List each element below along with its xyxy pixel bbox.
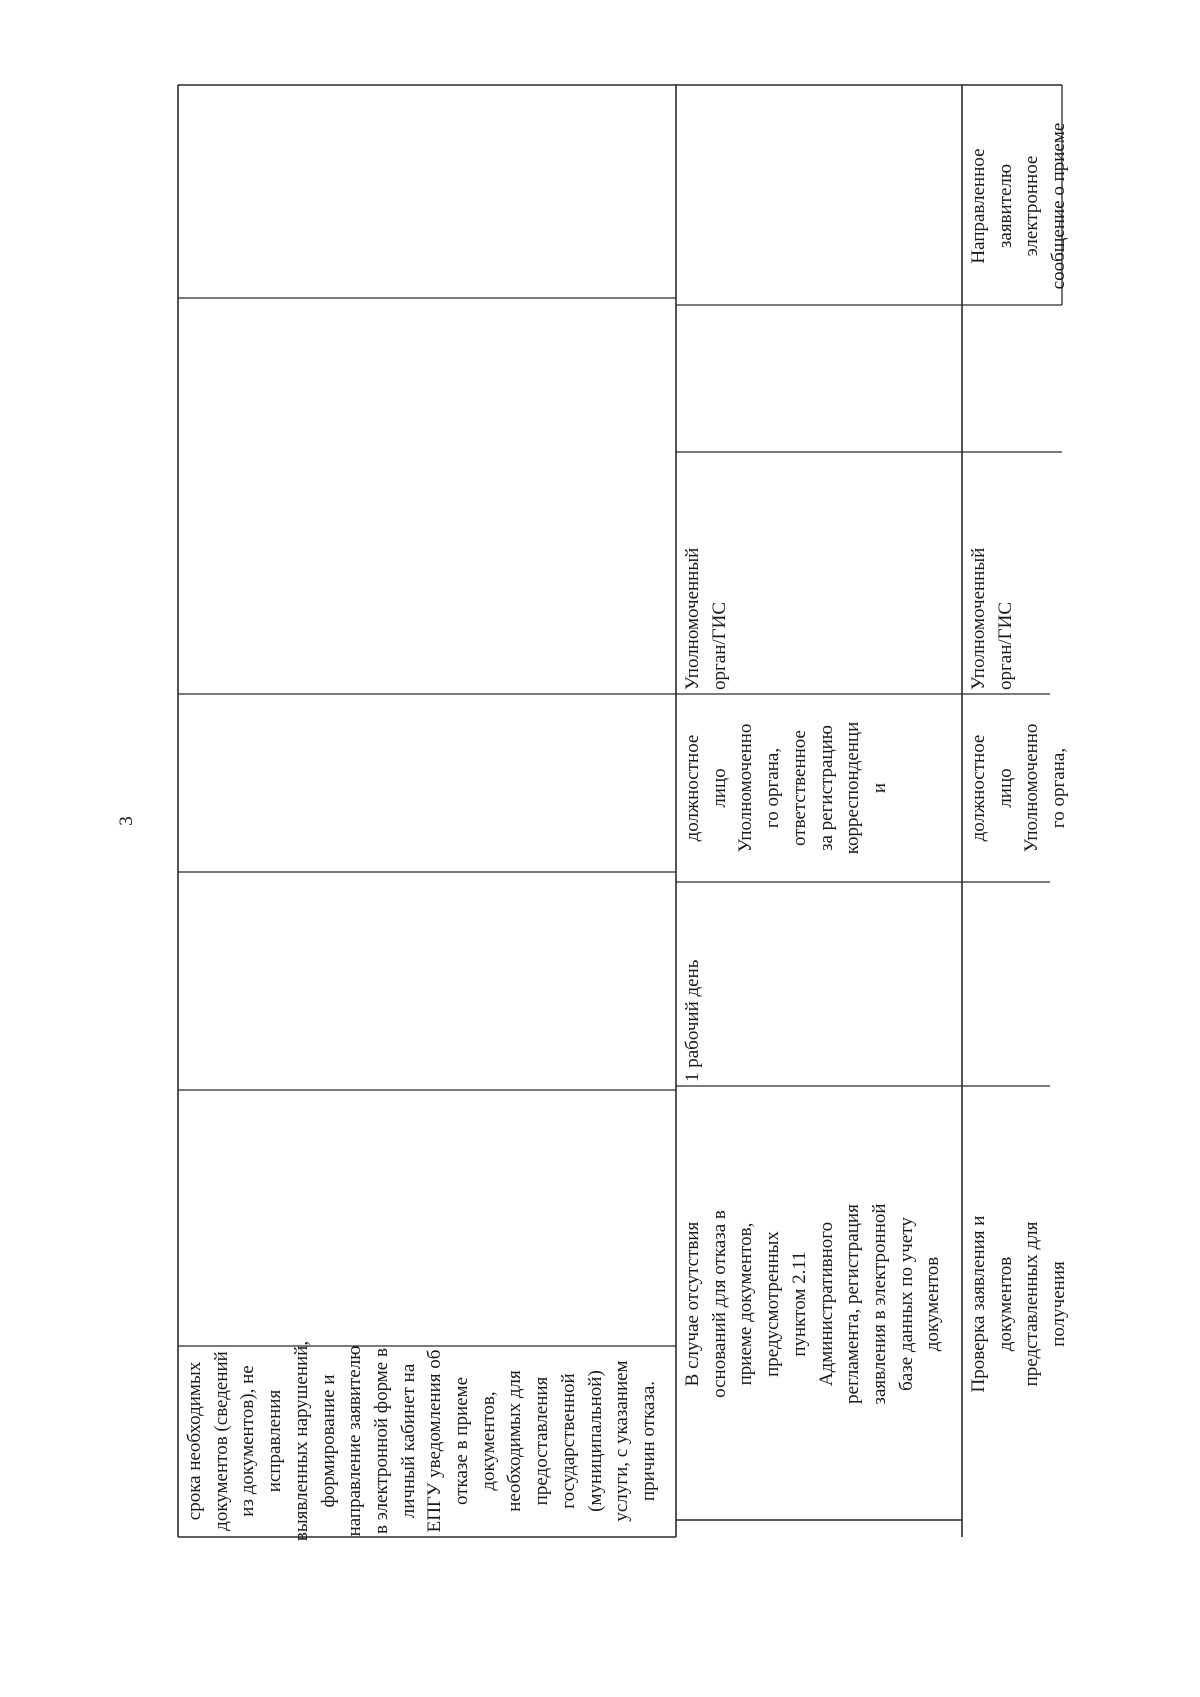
cell-text-line: отказе в приеме <box>451 1376 473 1506</box>
cell-text-line: направление заявителю <box>344 1345 366 1537</box>
cell-text-line: документов, <box>477 1391 499 1491</box>
cell-text-line: должностное <box>968 734 989 842</box>
cell-text-line: представленных для <box>1021 1221 1043 1387</box>
cell-text-line: лицо <box>708 768 730 808</box>
cell-text-line: Уполномоченный <box>682 547 703 690</box>
cell-text-line: документов <box>922 1256 944 1352</box>
cell-text-line: Уполномоченный <box>968 547 989 690</box>
cell-text-line: Административного <box>815 1221 837 1387</box>
cell-text-line: Направленное <box>968 148 989 264</box>
cell-text-line: В случае отсутствия <box>682 1221 703 1387</box>
cell-text-line: выявленных нарушений, <box>290 1340 312 1542</box>
cell-text-line: документов <box>994 1256 1016 1352</box>
row3-official-text <box>966 698 1073 878</box>
cell-text-line: сообщение о приеме <box>1048 122 1070 290</box>
cell-text-line: орган/ГИС <box>708 601 730 690</box>
cell-text-line: Уполномоченно <box>1021 723 1043 853</box>
page-number: 3 <box>115 816 137 826</box>
cell-text-line: орган/ГИС <box>994 601 1016 690</box>
cell-text-line: документов (сведений <box>210 1351 232 1531</box>
cell-text-line: Уполномоченно <box>735 723 757 853</box>
cell-text-line: из документов), не <box>237 1365 259 1517</box>
cell-text-line: го органа, <box>1048 747 1070 829</box>
cell-text-line: должностное <box>682 734 703 842</box>
cell-text-line: предусмотренных <box>762 1231 784 1377</box>
row2-term-text <box>680 892 707 1082</box>
cell-text-line: приеме документов, <box>735 1222 757 1386</box>
cell-text-line: го органа, <box>762 747 784 829</box>
row3-description-text <box>966 1092 1073 1516</box>
cell-text-line: необходимых для <box>504 1370 526 1512</box>
cell-text-line: за регистрацию <box>815 725 837 852</box>
cell-text-line: корреспонденци <box>842 721 864 855</box>
row2-official-text <box>680 698 894 878</box>
cell-text-line: базе данных по учету <box>895 1217 917 1391</box>
cell-text-line: срока необходимых <box>184 1361 205 1521</box>
row2-place-text <box>680 460 733 690</box>
cell-text-line: (муниципальной) <box>584 1370 606 1512</box>
cell-text-line: причин отказа. <box>637 1380 659 1502</box>
row3-place-text <box>966 460 1019 690</box>
cell-text-line: личный кабинет на <box>397 1363 419 1519</box>
row1-description-text <box>182 1340 663 1542</box>
cell-text-line: лицо <box>994 768 1016 808</box>
row3-result-text <box>966 111 1073 301</box>
cell-text-line: регламента, регистрация <box>842 1204 864 1404</box>
cell-text-line: электронное <box>1021 155 1043 257</box>
cell-text-line: 1 рабочий день <box>682 959 703 1082</box>
cell-text-line: исправления <box>264 1389 286 1493</box>
cell-text-line: услуги, с указанием <box>611 1360 633 1522</box>
cell-text-line: и <box>868 782 890 794</box>
cell-text-line: государственной <box>557 1373 579 1509</box>
cell-text-line: получения <box>1048 1261 1070 1347</box>
cell-text-line: ответственное <box>788 730 810 846</box>
cell-text-line: заявления в электронной <box>868 1203 890 1405</box>
cell-text-line: формирование и <box>317 1374 339 1508</box>
cell-text-line: ЕПГУ уведомления об <box>424 1349 446 1533</box>
cell-text-line: оснований для отказа в <box>708 1210 730 1398</box>
cell-text-line: предоставления <box>531 1376 553 1506</box>
cell-text-line: в электронной форме в <box>370 1348 392 1534</box>
row2-description-text <box>680 1092 947 1516</box>
cell-text-line: пунктом 2.11 <box>788 1251 810 1357</box>
cell-text-line: Проверка заявления и <box>968 1215 989 1393</box>
cell-text-line: заявителю <box>994 163 1016 249</box>
